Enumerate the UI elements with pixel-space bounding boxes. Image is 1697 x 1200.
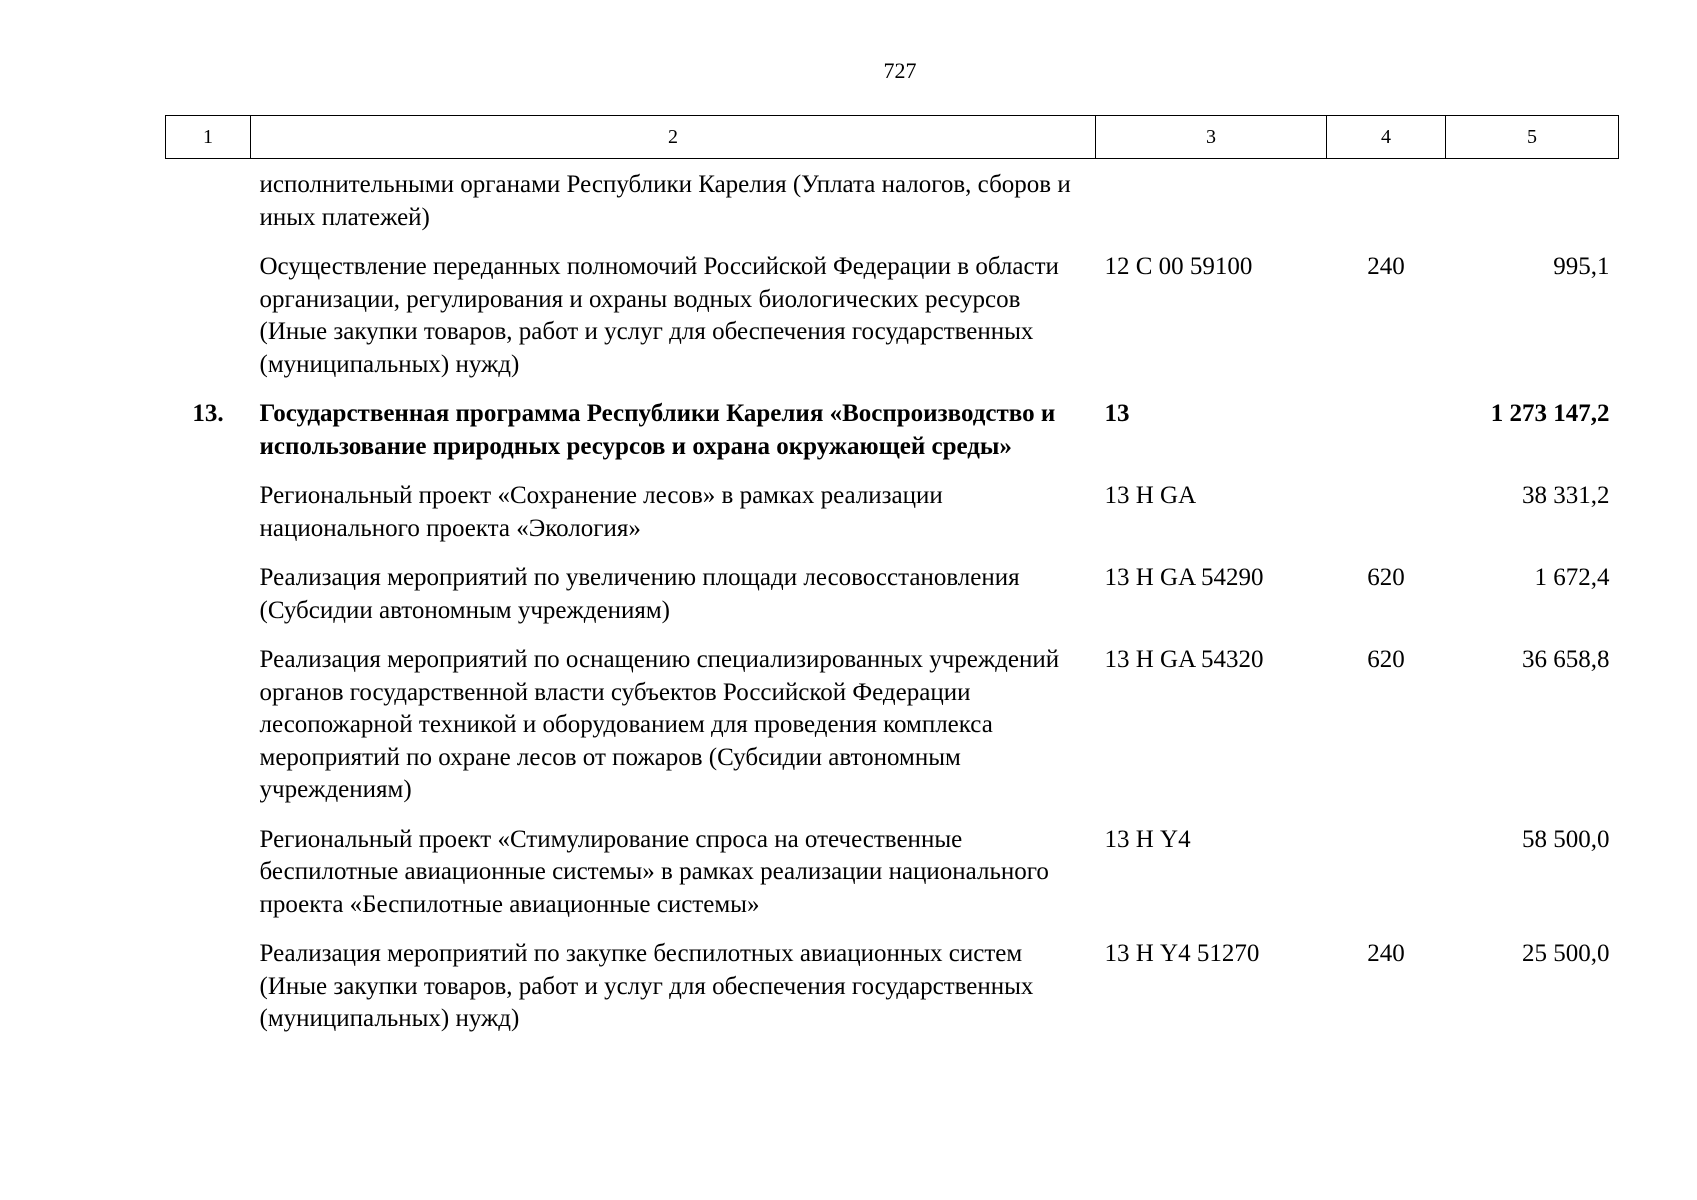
row-amount: 58 500,0 (1522, 825, 1610, 853)
row-expense-type: 620 (1367, 564, 1405, 591)
row-number (166, 243, 251, 390)
header-col-1: 1 (166, 116, 251, 159)
row-code: 13 Н GA 54290 (1104, 564, 1264, 591)
row-code: 13 Н GA (1104, 482, 1197, 509)
header-row (166, 116, 1619, 159)
row-name: Реализация мероприятий по закупке беспилотных авиационных систем (Иные закупки товаров, работ и услуг для обеспечения государственных (муниципальных) нужд) (259, 940, 1034, 1032)
row-number (166, 472, 251, 554)
row-name: Государственная программа Республики Карелия «Воспроизводство и использование природных ресурсов и охрана окружающей среды» (259, 400, 1056, 460)
row-name: исполнительными органами Республики Карелия (Уплата налогов, сборов и иных платежей) (259, 171, 1071, 231)
row-expense-type: 240 (1367, 253, 1405, 280)
row-expense-type (1327, 472, 1446, 554)
row-name: Реализация мероприятий по оснащению специализированных учреждений органов государственной власти субъектов Российской Федерации лесопожарной техникой и оборудованием для проведения комплекса мероприятий по охране лесов от пожаров (Субсидии автономным учреждениям) (259, 646, 1060, 803)
table-row (166, 816, 1619, 931)
row-expense-type: 240 (1367, 940, 1405, 967)
table-row (166, 554, 1619, 636)
row-expense-type (1327, 816, 1446, 931)
row-expense-type: 620 (1367, 646, 1405, 673)
header-col-5: 5 (1446, 116, 1619, 159)
row-number (166, 816, 251, 931)
table-body (166, 159, 1619, 1045)
row-code: 13 Н Y4 (1104, 825, 1191, 853)
row-amount: 36 658,8 (1522, 646, 1610, 673)
page-number: 727 (883, 58, 917, 83)
budget-table (165, 115, 1619, 1045)
row-expense-type (1327, 390, 1446, 472)
row-name: Региональный проект «Стимулирование спроса на отечественные беспилотные авиационные системы» в рамках реализации национального проекта «Беспилотные авиационные системы» (259, 825, 1049, 918)
row-amount: 995,1 (1553, 253, 1610, 280)
row-name: Осуществление переданных полномочий Российской Федерации в области организации, регулирования и охраны водных биологических ресурсов (Иные закупки товаров, работ и услуг для обеспечения государственных (муниципальных) нужд) (259, 253, 1059, 378)
row-amount (1446, 159, 1619, 244)
row-amount: 1 672,4 (1534, 564, 1610, 591)
row-number (166, 636, 251, 816)
header-col-4: 4 (1327, 116, 1446, 159)
header-col-3: 3 (1096, 116, 1327, 159)
row-name: Реализация мероприятий по увеличению площади лесовосстановления (Субсидии автономным учреждениям) (259, 564, 1020, 624)
row-amount: 1 273 147,2 (1490, 400, 1610, 427)
row-number (166, 159, 251, 244)
row-amount: 25 500,0 (1522, 940, 1610, 967)
row-amount: 38 331,2 (1522, 482, 1610, 509)
row-code: 13 (1104, 400, 1130, 427)
row-number: 13. (192, 400, 224, 427)
table-row (166, 472, 1619, 554)
header-col-2: 2 (251, 116, 1096, 159)
table-row (166, 159, 1619, 244)
row-code: 12 С 00 59100 (1104, 253, 1253, 280)
row-number (166, 554, 251, 636)
row-name: Региональный проект «Сохранение лесов» в рамках реализации национального проекта «Экология» (259, 482, 943, 542)
row-number (166, 930, 251, 1045)
row-expense-type (1327, 159, 1446, 244)
table-header (166, 116, 1619, 159)
row-code (1096, 159, 1327, 244)
table-row-program (166, 390, 1619, 472)
table-row (166, 636, 1619, 816)
table-row (166, 930, 1619, 1045)
row-code: 13 Н GA 54320 (1104, 646, 1264, 673)
row-code: 13 Н Y4 51270 (1104, 940, 1260, 967)
table-row (166, 243, 1619, 390)
